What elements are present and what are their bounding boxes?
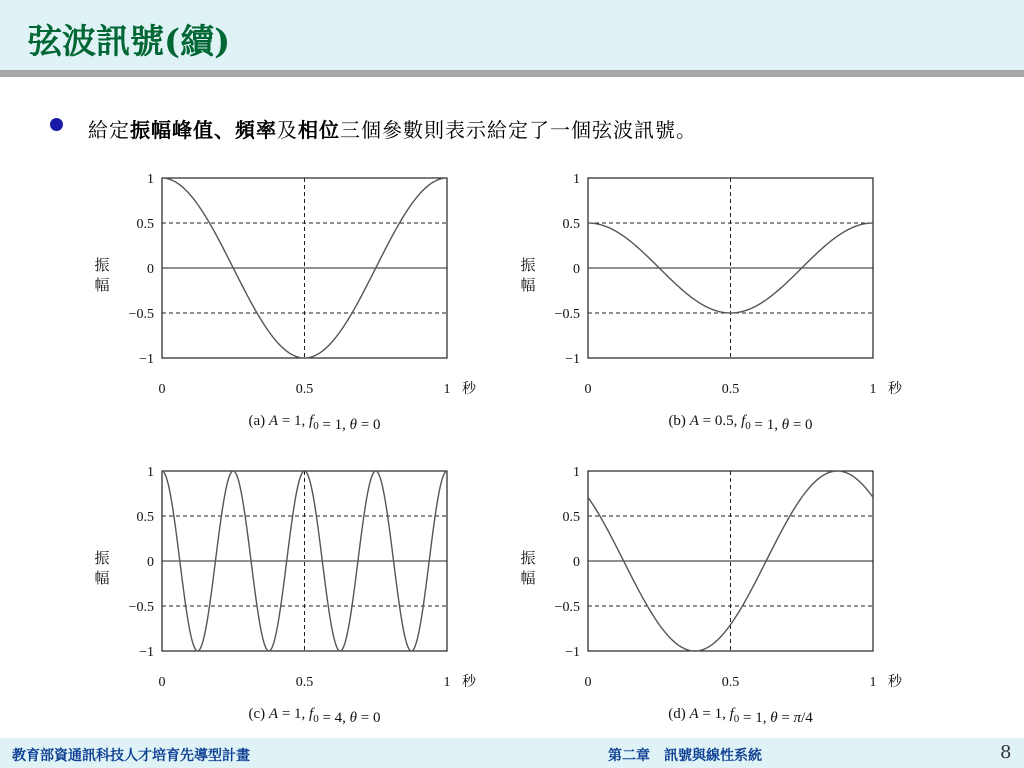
x-tick-label: 0 [158, 382, 166, 397]
x-tick-label: 0 [158, 675, 166, 690]
y-tick-label: 1 [573, 465, 580, 480]
y-tick-label: 1 [147, 172, 154, 187]
chart-panel-b [520, 172, 903, 433]
y-tick-label: −1 [139, 352, 154, 367]
x-tick-label: 0 [584, 382, 592, 397]
x-tick-label: 0.5 [295, 675, 314, 690]
y-tick-label: 0 [147, 262, 154, 277]
y-axis-label: 幅 [520, 278, 536, 294]
footer-program: 教育部資通訊科技人才培育先導型計畫 [12, 748, 250, 764]
y-tick-label: −0.5 [128, 600, 154, 615]
y-tick-label: 0.5 [562, 510, 580, 525]
chart-panel-a [94, 172, 477, 433]
chart-caption: (c) A = 1, $f_0 = 4$, θ = 0 [248, 706, 381, 726]
y-tick-label: −0.5 [128, 307, 154, 322]
x-tick-label: 0.5 [721, 675, 740, 690]
term-phase: 相位 [298, 118, 340, 142]
x-tick-label: 0.5 [721, 382, 740, 397]
x-tick-label: 1 [443, 382, 451, 397]
x-unit-label: 秒 [888, 382, 902, 397]
x-tick-label: 1 [869, 675, 877, 690]
term-amplitude: 振幅峰值 [130, 118, 214, 142]
x-unit-label: 秒 [462, 675, 476, 690]
y-tick-label: −1 [139, 645, 154, 660]
y-tick-label: −0.5 [554, 307, 580, 322]
y-tick-label: 0 [573, 262, 580, 277]
x-tick-label: 1 [869, 382, 877, 397]
y-tick-label: −0.5 [554, 600, 580, 615]
y-tick-label: 0 [147, 555, 154, 570]
y-axis-label: 振 [520, 551, 536, 567]
chart-caption: (a) A = 1, $f_0 = 1$, θ = 0 [248, 413, 381, 433]
y-tick-label: 0.5 [136, 217, 154, 232]
x-tick-label: 1 [443, 675, 451, 690]
term-separator: 、 [214, 118, 235, 142]
y-axis-label: 振 [94, 551, 110, 567]
y-axis-label: 幅 [94, 278, 110, 294]
y-axis-label: 幅 [520, 571, 536, 587]
chart-panel-d [520, 465, 903, 726]
y-axis-label: 振 [520, 258, 536, 274]
chart-caption: (b) A = 0.5, $f_0 = 1$, θ = 0 [668, 413, 813, 433]
term-frequency: 頻率 [235, 118, 277, 142]
term-join: 及 [277, 118, 298, 142]
footer [0, 738, 1024, 768]
y-axis-label: 幅 [94, 571, 110, 587]
bullet-prefix: 給定 [88, 118, 130, 142]
x-tick-label: 0.5 [295, 382, 314, 397]
y-tick-label: −1 [565, 645, 580, 660]
footer-chapter: 第二章 訊號與線性系統 [608, 748, 762, 764]
page-number: 8 [1000, 742, 1012, 763]
bullet-suffix: 三個參數則表示給定了一個弦波訊號。 [340, 118, 697, 142]
chart-panel-c [94, 465, 477, 726]
y-tick-label: 0.5 [562, 217, 580, 232]
x-unit-label: 秒 [462, 382, 476, 397]
y-tick-label: 1 [147, 465, 154, 480]
y-tick-label: 0.5 [136, 510, 154, 525]
y-tick-label: 0 [573, 555, 580, 570]
x-unit-label: 秒 [888, 675, 902, 690]
slide-title: 弦波訊號(續) [28, 22, 231, 62]
x-tick-label: 0 [584, 675, 592, 690]
y-axis-label: 振 [94, 258, 110, 274]
chart-caption: (d) A = 1, $f_0 = 1$, θ = π/4 [668, 706, 813, 726]
y-tick-label: 1 [573, 172, 580, 187]
y-tick-label: −1 [565, 352, 580, 367]
